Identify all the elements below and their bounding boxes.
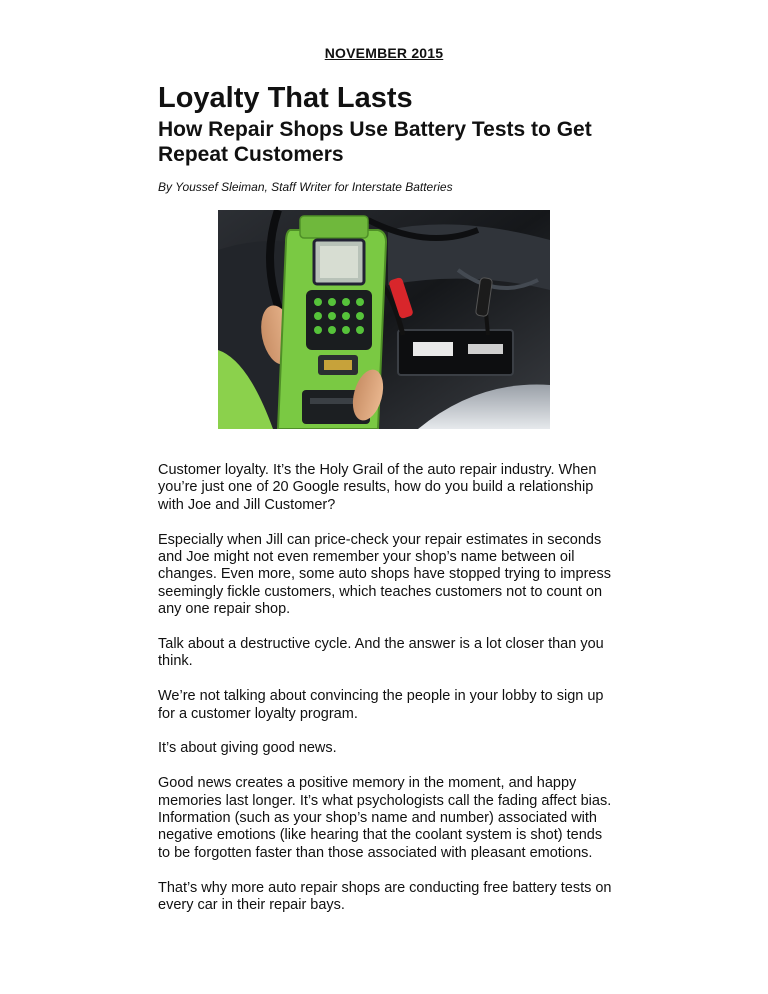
paragraph-5: It’s about giving good news. <box>158 740 337 757</box>
article-body <box>158 462 618 932</box>
paragraph-7: That’s why more auto repair shops are conducting free battery tests on every car in their repair bays. <box>158 879 612 914</box>
battery-tester-photo <box>218 210 550 429</box>
article-byline: By Youssef Sleiman, Staff Writer for Interstate Batteries <box>158 180 453 194</box>
article-title: Loyalty That Lasts <box>158 82 413 114</box>
article-subtitle: How Repair Shops Use Battery Tests to Get Repeat Customers <box>158 118 592 166</box>
paragraph-2: Especially when Jill can price-check your repair estimates in seconds and Joe might not even remember your shop’s name between oil changes. Even more, some auto shops have stopped trying to impress seemingly fickle customers, which teaches customers not to count on any one repair shop. <box>158 531 611 618</box>
paragraph-3: Talk about a destructive cycle. And the answer is a lot closer than you think. <box>158 636 604 670</box>
issue-date: NOVEMBER 2015 <box>324 45 444 61</box>
paragraph-1: Customer loyalty. It’s the Holy Grail of the auto repair industry. When you’re just one of 20 Google results, how do you build a relationship with Joe and Jill Customer? <box>158 462 597 513</box>
paragraph-4: We’re not talking about convincing the people in your lobby to sign up for a customer loyalty program. <box>158 688 604 722</box>
paragraph-6: Good news creates a positive memory in the moment, and happy memories last longer. It’s what psychologists call the fading affect bias. Information (such as your shop’s name and number) associated with negative emotions (like hearing that the coolant system is shot) tends to be forgotten faster than those associated with pleasant emotions. <box>158 775 612 861</box>
